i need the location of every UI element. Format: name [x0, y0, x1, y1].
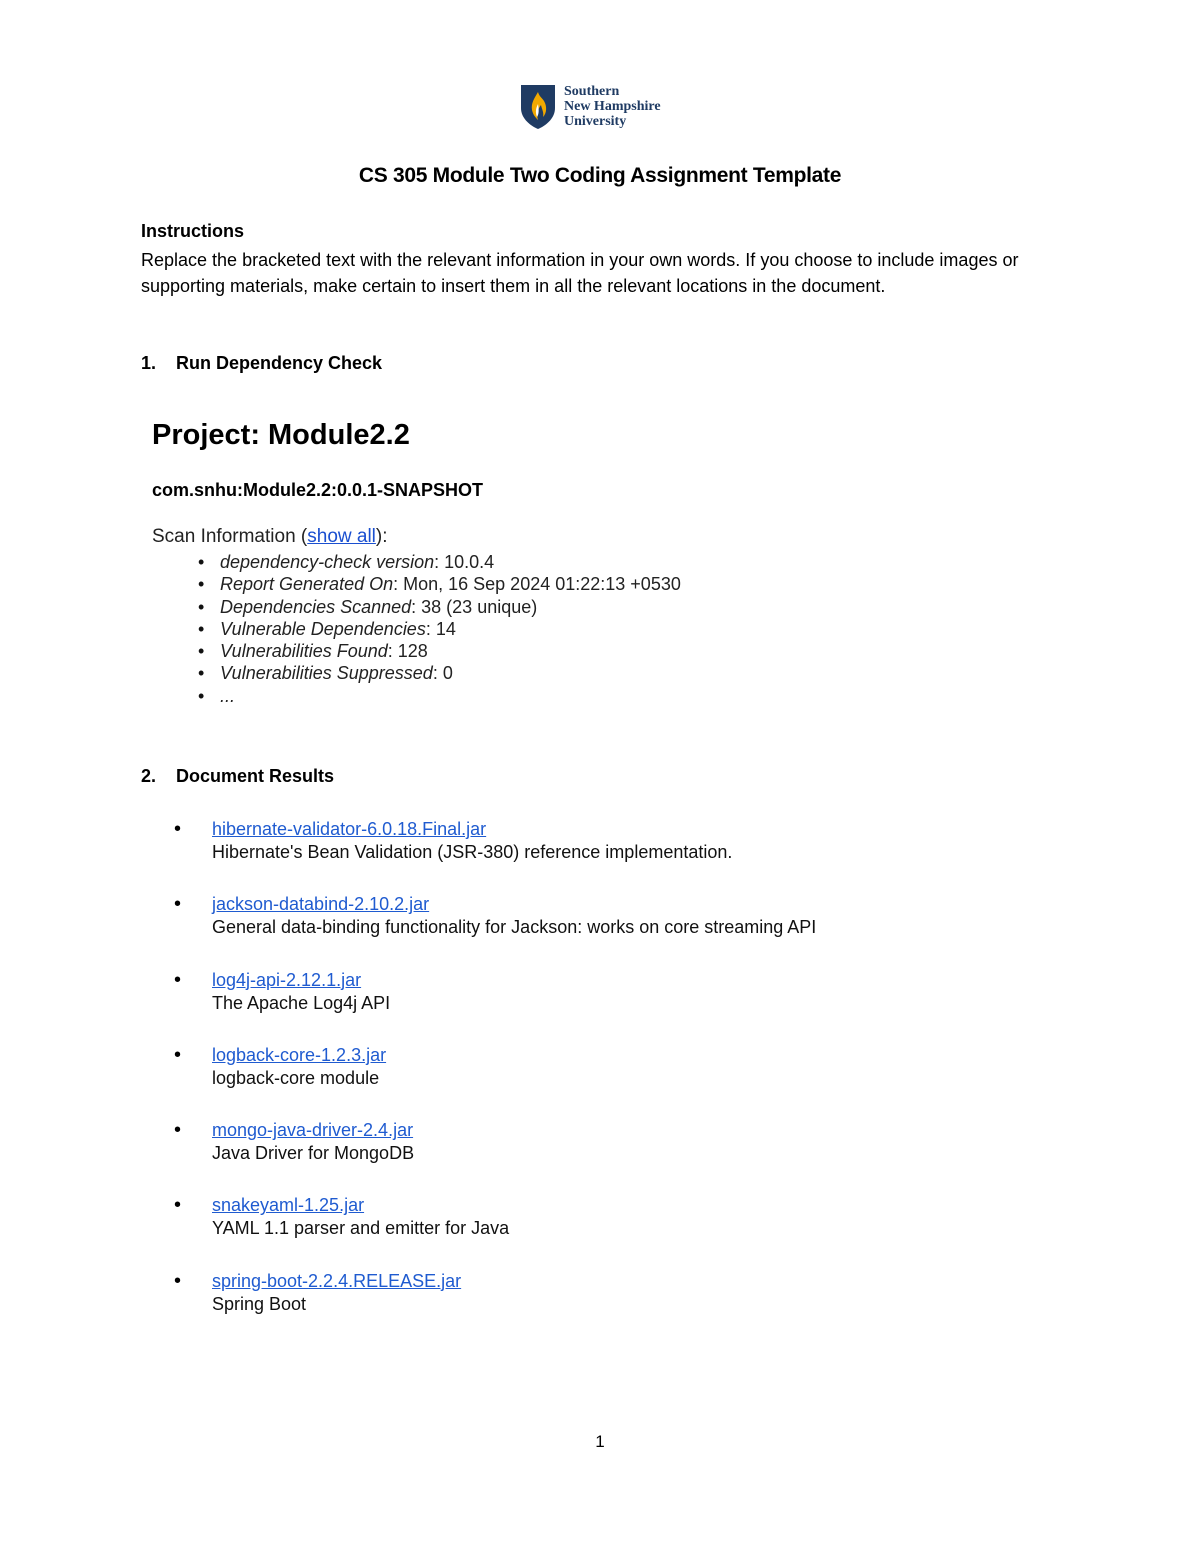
university-logo [520, 84, 661, 130]
list-item [174, 1044, 1074, 1119]
dependency-link[interactable]: • jackson-databind-2.10.2.jar [212, 894, 430, 915]
dependency-description: Hibernate's Bean Validation (JSR-380) reference implementation. [212, 842, 733, 862]
list-item: • Vulnerabilities Found: 128 [220, 640, 681, 662]
list-item [174, 1270, 1074, 1345]
dependency-check-report-screenshot [152, 415, 681, 707]
list-item: • ... [220, 685, 681, 707]
dependency-description: Java Driver for MongoDB [212, 1143, 415, 1164]
dependency-description: YAML 1.1 parser and emitter for Java [212, 1218, 510, 1239]
scan-info-suffix: ): [375, 526, 388, 547]
dependency-link[interactable]: • snakeyaml-1.25.jar [212, 1195, 365, 1216]
scan-info-list [152, 551, 681, 707]
logo-wordmark [564, 84, 661, 129]
list-item: • Vulnerabilities Suppressed: 0 [220, 662, 681, 684]
dependency-link[interactable]: • log4j-api-2.12.1.jar [212, 969, 362, 990]
list-item [174, 1119, 1074, 1194]
logo-line-2: New Hampshire [564, 99, 661, 114]
section-number: 2. [141, 766, 157, 786]
page-number: 1 [595, 1432, 605, 1451]
dependency-description: The Apache Log4j API [212, 992, 391, 1013]
list-item [174, 969, 1074, 1044]
list-item [174, 893, 1074, 968]
scan-info-prefix: Scan Information ( [152, 526, 308, 547]
list-item [174, 818, 1074, 893]
logo-line-1: Southern [564, 84, 620, 99]
dependency-list [174, 818, 1074, 1345]
section-heading-run-dependency-check [141, 353, 382, 374]
list-item: • Vulnerable Dependencies: 14 [220, 618, 681, 640]
scan-information-label [152, 525, 681, 549]
instructions-heading: Instructions [141, 221, 245, 241]
section-heading-document-results [141, 766, 334, 787]
instructions-text: Replace the bracketed text with the relevant information in your own words. If you choose to include images or supporting materials, make certain to insert them in all the relevant locations in the document. [141, 250, 1019, 296]
flame-shield-icon [520, 84, 556, 130]
list-item: • dependency-check version: 10.0.4 [220, 551, 681, 573]
list-item: • Dependencies Scanned: 38 (23 unique) [220, 596, 681, 618]
project-id: com.snhu:Module2.2:0.0.1-SNAPSHOT [152, 480, 484, 500]
section-title: Document Results [176, 766, 335, 786]
section-title: Run Dependency Check [176, 353, 383, 373]
dependency-description: General data-binding functionality for Jackson: works on core streaming API [212, 917, 817, 938]
dependency-link[interactable]: • mongo-java-driver-2.4.jar [212, 1120, 414, 1141]
document-title: CS 305 Module Two Coding Assignment Template [358, 164, 842, 187]
dependency-link[interactable]: • spring-boot-2.2.4.RELEASE.jar [212, 1270, 462, 1291]
show-all-link[interactable]: show all [307, 526, 376, 547]
list-item: • Report Generated On: Mon, 16 Sep 2024 01:22:13 +0530 [220, 573, 681, 595]
dependency-description: logback-core module [212, 1067, 380, 1088]
dependency-link[interactable]: • hibernate-validator-6.0.18.Final.jar [212, 819, 487, 839]
list-item [174, 1194, 1074, 1269]
logo-line-3: University [564, 114, 627, 129]
project-title: Project: Module2.2 [152, 419, 410, 451]
section-number: 1. [141, 353, 157, 373]
dependency-description: Spring Boot [212, 1293, 307, 1314]
dependency-link[interactable]: • logback-core-1.2.3.jar [212, 1044, 387, 1065]
